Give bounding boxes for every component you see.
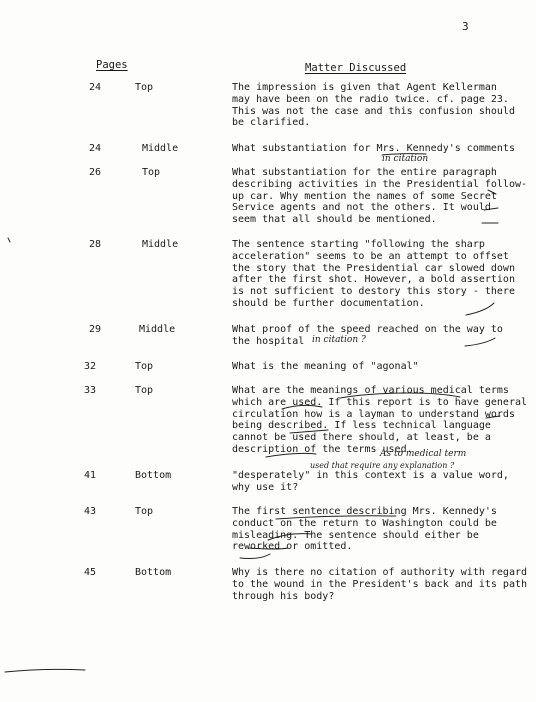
- row-line: through his body?: [232, 590, 335, 602]
- stray-mark: [8, 238, 10, 242]
- row-position: Bottom: [135, 470, 172, 481]
- row-line: What proof of the speed reached on the way to: [232, 324, 503, 335]
- row-position: Top: [135, 385, 154, 396]
- row-text: [232, 567, 528, 602]
- row-line: circulation how is a layman to understand words: [232, 408, 515, 420]
- handwritten-note: in citation: [382, 154, 429, 164]
- row-line: What are the meanings of various medical terms: [232, 385, 509, 396]
- row-line: the story that the Presidential car slowed down: [232, 262, 515, 274]
- row-line: up car. Why mention the names of some Secret: [232, 190, 497, 202]
- row-line: Service agents and not the others. It would: [232, 202, 491, 214]
- row-page: 33: [84, 385, 97, 396]
- row-page: 43: [84, 506, 97, 517]
- underline-mark: [240, 554, 270, 559]
- row-page: 24: [89, 82, 102, 93]
- page-number: 3: [462, 20, 469, 33]
- row-page: 29: [89, 324, 102, 335]
- row-page: 28: [89, 239, 102, 250]
- row-position: Middle: [142, 143, 179, 154]
- row-text: [232, 506, 497, 553]
- page-edge-mark: [5, 669, 85, 672]
- row-text: [232, 82, 515, 129]
- row-line: why use it?: [232, 481, 299, 493]
- row-line: This was not the case and this confusion should: [232, 105, 515, 117]
- pages-column-header: Pages: [96, 59, 128, 71]
- handwritten-note: in citation ?: [312, 335, 366, 345]
- row-position: Middle: [139, 324, 176, 335]
- row-text: [232, 239, 515, 310]
- row-line: describing activities in the Presidential follow-: [232, 178, 528, 190]
- row-position: Top: [135, 506, 154, 517]
- row-line: may have been on the radio twice. cf. page 23.: [232, 93, 509, 105]
- row-page: 26: [89, 167, 102, 178]
- row-line: What substantiation for the entire paragraph: [232, 167, 497, 178]
- matter-discussed-column-header: Matter Discussed: [305, 62, 407, 74]
- row-line: acceleration" seems to be an attempt to offset: [232, 250, 509, 262]
- row-position: Top: [135, 361, 154, 372]
- row-line: The impression is given that Agent Kellerman: [232, 82, 497, 93]
- row-line: reworked or omitted.: [232, 541, 353, 553]
- row-line: is not sufficient to destory this story - there: [232, 286, 515, 298]
- row-text: [232, 361, 484, 373]
- row-line: The first sentence describing Mrs. Kennedy's: [232, 506, 497, 517]
- row-page: 24: [89, 143, 102, 154]
- row-text: [232, 470, 509, 494]
- row-position: Bottom: [135, 567, 172, 578]
- row-text: [232, 385, 528, 456]
- row-line: Why is there no citation of authority with regard: [232, 567, 528, 578]
- handwritten-note: used that require any explanation ?: [310, 461, 455, 470]
- row-line: to the wound in the President's back and its path: [232, 578, 528, 590]
- row-line: being described. If less technical language: [232, 420, 491, 432]
- row-line: which are used. If this report is to have general: [232, 396, 528, 408]
- row-line: be clarified.: [232, 117, 311, 129]
- row-line: seem that all should be mentioned.: [232, 214, 437, 226]
- row-line: misleading. The sentence should either be: [232, 529, 479, 541]
- row-page: 41: [84, 470, 97, 481]
- row-line: conduct on the return to Washington could be: [232, 517, 497, 529]
- row-line: cannot be used there should, at least, be a: [232, 432, 491, 444]
- row-position: Middle: [142, 239, 179, 250]
- row-position: Top: [142, 167, 161, 178]
- row-line: "desperately" in this context is a value word,: [232, 470, 509, 481]
- row-text: [232, 167, 528, 226]
- row-text: [232, 143, 515, 155]
- row-page: 32: [84, 361, 97, 372]
- row-line: description of the terms used.: [232, 443, 413, 455]
- row-line: the hospital: [232, 335, 305, 347]
- row-line: What is the meaning of "agonal": [232, 361, 419, 372]
- row-line: What substantiation for Mrs. Kennedy's comments: [232, 143, 515, 154]
- row-line: should be further documentation.: [232, 297, 425, 309]
- handwritten-note: As to medical term: [380, 449, 467, 459]
- row-line: The sentence starting "following the sharp: [232, 239, 485, 250]
- row-position: Top: [135, 82, 154, 93]
- row-page: 45: [84, 567, 97, 578]
- row-line: after the first shot. However, a bold assertion: [232, 274, 515, 286]
